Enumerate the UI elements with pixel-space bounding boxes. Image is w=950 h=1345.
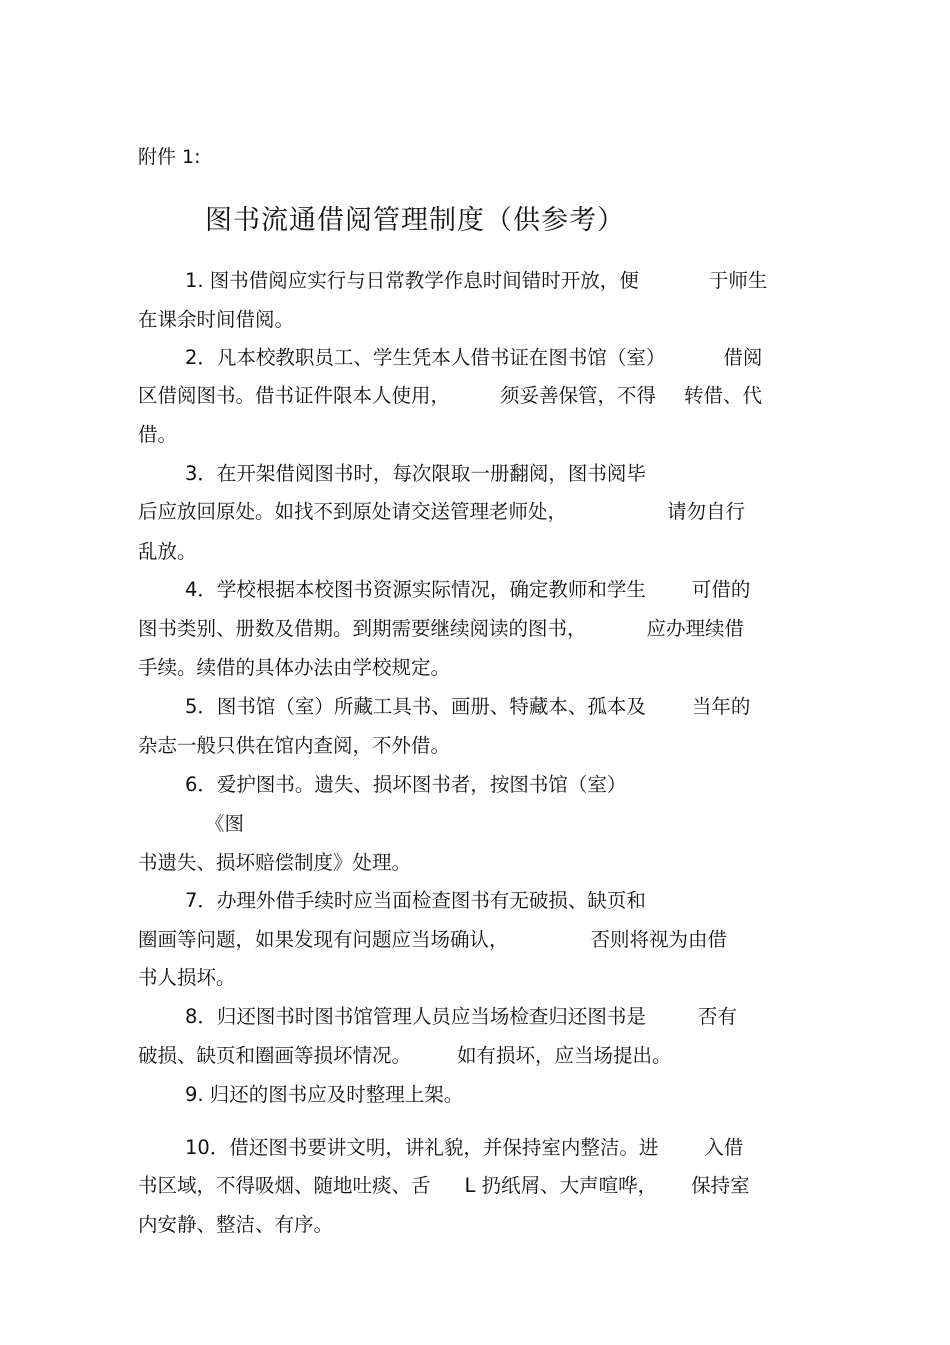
text-segment: 8．归还图书时图书馆管理人员应当场检查归还图书是 (185, 1005, 646, 1028)
rule-line (185, 773, 626, 797)
text-segment: 杂志一般只供在馆内查阅，不外借。 (138, 734, 451, 757)
text-segment: 9. 归还的图书应及时整理上架。 (185, 1083, 464, 1106)
text-segment: 转借、代 (684, 384, 763, 407)
text-segment: 保持室 (691, 1174, 750, 1197)
rule-line (138, 384, 762, 408)
text-segment: 5．图书馆（室）所藏工具书、画册、特藏本、孤本及 (185, 695, 646, 718)
text-segment: 乱放。 (138, 540, 197, 563)
document-title: 图书流通借阅管理制度（供参考） (205, 205, 625, 236)
text-segment: 借。 (138, 423, 178, 446)
rule-line (205, 812, 244, 836)
rule-line (185, 1083, 463, 1107)
rule-line (185, 1005, 737, 1029)
rule-line (185, 462, 646, 486)
text-segment: 应办理续借 (646, 617, 745, 640)
rule-line (185, 1136, 743, 1160)
text-segment: 可借的 (691, 578, 751, 601)
text-segment: 破损、缺页和圈画等损坏情况。 (138, 1044, 412, 1067)
text-segment: 请勿自行 (667, 500, 746, 523)
text-segment: 在课余时间借阅。 (138, 308, 295, 331)
text-segment: 手续。续借的具体办法由学校规定。 (138, 656, 451, 679)
rule-line (138, 540, 197, 564)
rule-line (185, 889, 646, 913)
text-segment: 4．学校根据本校图书资源实际情况，确定教师和学生 (185, 578, 646, 601)
text-segment: 区借阅图书。借书证件限本人使用， (138, 384, 451, 407)
rule-line (138, 423, 177, 447)
rule-line (138, 1044, 672, 1068)
text-segment: L 扔纸屑、大声喧哗， (464, 1174, 658, 1197)
rule-line (138, 966, 236, 990)
text-segment: 书区域，不得吸烟、随地吐痰、舌 (138, 1174, 431, 1197)
text-segment: 借阅 (723, 346, 763, 369)
rule-line (138, 1213, 333, 1237)
text-segment: 2．凡本校教职员工、学生凭本人借书证在图书馆（室） (185, 346, 666, 369)
text-segment: 须妥善保管，不得 (500, 384, 657, 407)
rule-line (138, 734, 450, 758)
text-segment: 内安静、整洁、有序。 (138, 1213, 334, 1236)
text-segment: 《图 (205, 812, 245, 835)
text-segment: 后应放回原处。如找不到原处请交送管理老师处， (138, 500, 568, 523)
text-segment: 否有 (697, 1005, 737, 1028)
text-segment: 6．爱护图书。遗失、损坏图书者，按图书馆（室） (185, 773, 627, 796)
text-segment: 于师生 (708, 269, 768, 292)
rule-line (138, 308, 294, 332)
rule-line (138, 928, 727, 952)
attachment-label: 附件 1: (138, 146, 201, 168)
rule-line (185, 346, 762, 370)
text-segment: 3．在开架借阅图书时，每次限取一册翻阅，图书阅毕 (185, 462, 646, 485)
rule-line (138, 500, 745, 524)
text-segment: 入借 (704, 1136, 744, 1159)
text-segment: 如有损坏，应当场提出。 (457, 1044, 672, 1067)
text-segment: 当年的 (691, 695, 751, 718)
rule-line (185, 269, 767, 293)
text-segment: 10．借还图书要讲文明，讲礼貌，并保持室内整洁。进 (185, 1136, 659, 1159)
rule-line (138, 851, 411, 875)
rule-line (138, 617, 744, 641)
text-segment: 书遗失、损坏赔偿制度》处理。 (138, 851, 412, 874)
rule-line (138, 1174, 750, 1198)
text-segment: 7．办理外借手续时应当面检查图书有无破损、缺页和 (185, 889, 646, 912)
text-segment: 圈画等问题，如果发现有问题应当场确认， (138, 928, 509, 951)
text-segment: 书人损坏。 (138, 966, 236, 989)
text-segment: 图书类别、册数及借期。到期需要继续阅读的图书， (138, 617, 587, 640)
rule-line (185, 695, 750, 719)
text-segment: 1. 图书借阅应实行与日常教学作息时间错时开放，便 (185, 269, 639, 292)
rule-line (185, 578, 750, 602)
text-segment: 否则将视为由借 (590, 928, 728, 951)
rule-line (138, 656, 450, 680)
